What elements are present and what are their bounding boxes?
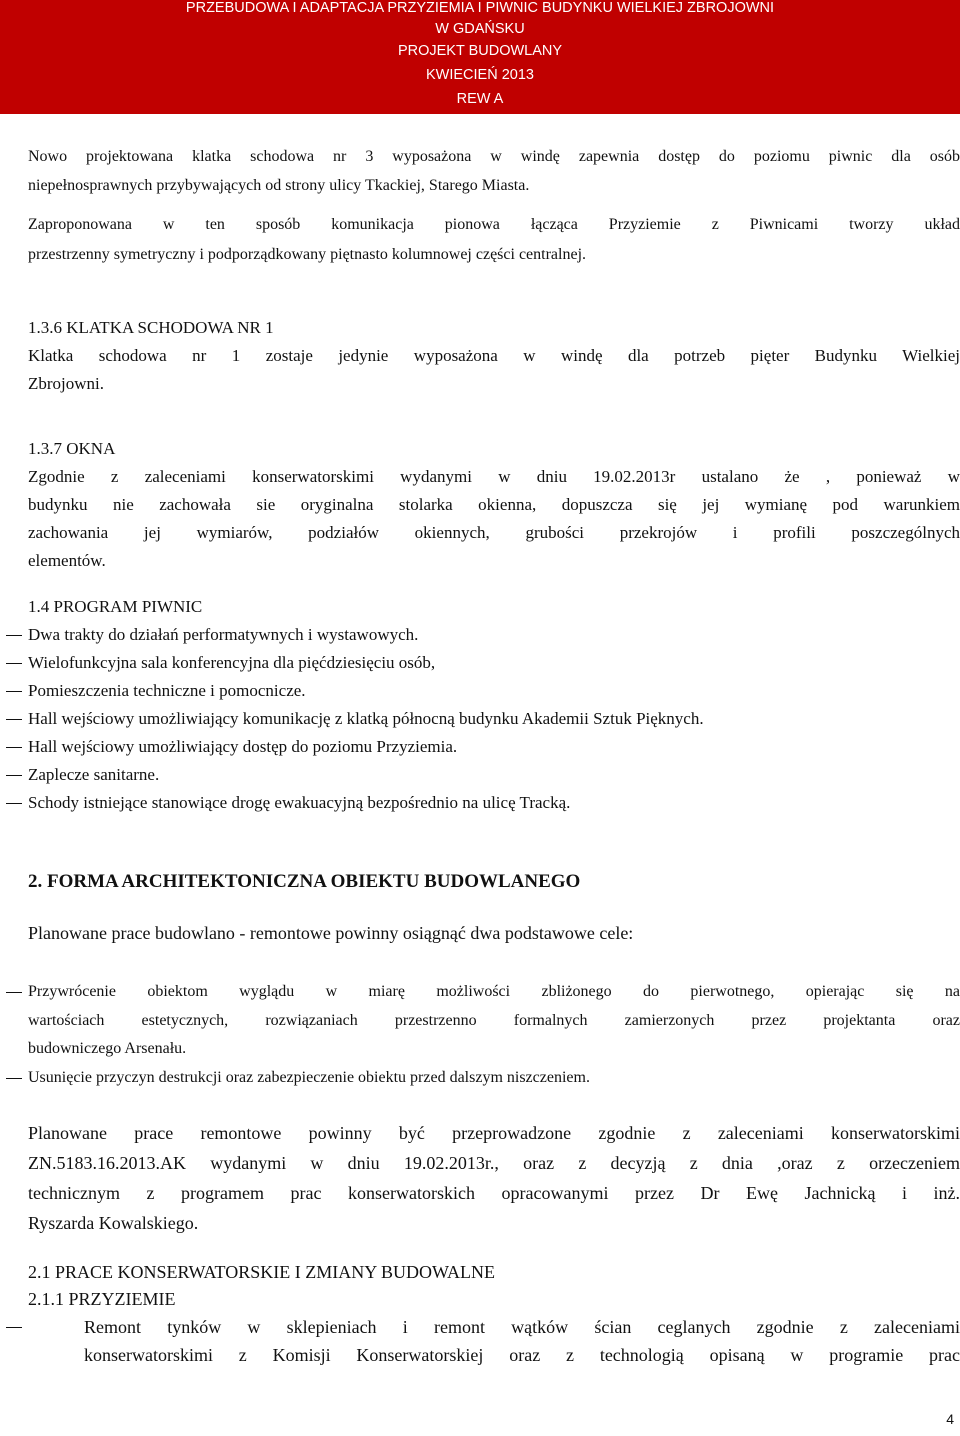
header-line: KWIECIEŃ 2013 — [426, 67, 534, 83]
list-item-text: Schody istniejące stanowiące drogę ewakuacyjną bezpośrednio na ulicę Tracką. — [28, 793, 571, 812]
header-line: W GDAŃSKU — [435, 21, 525, 37]
list-item-body — [28, 978, 960, 1064]
list-item-text: Wielofunkcyjna sala konferencyjna dla pięćdziesięciu osób, — [28, 653, 436, 672]
section-1-3-7 — [28, 435, 960, 575]
section-heading-text: 1.4 PROGRAM PIWNIC — [28, 597, 203, 616]
text-line: technicznym z programem prac konserwatorskich opracowanymi przez Dr Ewę Jachnicką i inż. — [28, 1183, 960, 1203]
text-line: ZN.5183.16.2013.AK wydanymi w dniu 19.02.2013r., oraz z decyzją z dnia ,oraz z orzeczeniem — [28, 1153, 960, 1173]
list-item — [6, 789, 946, 817]
section-1-3-6 — [28, 314, 960, 398]
text-line: Przywrócenie obiektom wyglądu w miarę możliwości zbliżonego do pierwotnego, opierając się na — [28, 983, 960, 1000]
header-line: REW A — [456, 91, 504, 107]
text-line: Klatka schodowa nr 1 zostaje jedynie wyposażona w windę dla potrzeb pięter Budynku Wielkiej — [28, 346, 960, 365]
list-item — [6, 761, 946, 789]
header-line: PRZEBUDOWA I ADAPTACJA PRZYZIEMIA I PIWNIC BUDYNKU WIELKIEJ ZBROJOWNI — [185, 0, 775, 16]
chapter-intro: Planowane prace budowlano - remontowe powinny osiągnąć dwa podstawowe cele: — [28, 923, 634, 943]
program-list — [6, 621, 946, 817]
list-item — [6, 677, 946, 705]
text-line: Planowane prace remontowe powinny być przeprowadzone zgodnie z zaleceniami konserwatorskimi — [28, 1123, 960, 1143]
paragraph-stairwell-3 — [28, 142, 960, 200]
section-heading: 1.3.7 OKNA — [28, 439, 116, 458]
text-line: elementów. — [28, 551, 106, 570]
text-line: Nowo projektowana klatka schodowa nr 3 wyposażona w windę zapewnia dostęp do poziomu piwnic dla osób — [28, 148, 960, 165]
section-2-1 — [28, 1259, 960, 1313]
text-line: przestrzenny symetryczny i podporządkowany piętnasto kolumnowej części centralnej. — [28, 246, 587, 263]
text-line: Remont tynków w sklepieniach i remont wątków ścian ceglanych zgodnie z zaleceniami — [84, 1317, 960, 1337]
list-item — [6, 649, 946, 677]
text-line: niepełnosprawnych przybywających od strony ulicy Tkackiej, Starego Miasta. — [28, 177, 530, 194]
chapter-heading: 2. FORMA ARCHITEKTONICZNA OBIEKTU BUDOWLANEGO — [28, 871, 581, 892]
text-line: Zaproponowana w ten sposób komunikacja pionowa łącząca Przyziemie z Piwnicami tworzy układ — [28, 216, 960, 233]
paragraph-recommendations — [28, 1118, 960, 1238]
text-line: wartościach estetycznych, rozwiązaniach przestrzenno formalnych zamierzonych przez projektanta oraz — [28, 1011, 960, 1029]
list-item — [6, 733, 946, 761]
text-line: konserwatorskimi z Komisji Konserwatorskiej oraz z technologią opisaną w programie prac — [84, 1345, 960, 1365]
text-line: budowniczego Arsenału. — [28, 1040, 187, 1057]
page-number: 4 — [946, 1411, 954, 1427]
list-item-text: Zaplecze sanitarne. — [28, 765, 160, 784]
paragraph-communication — [28, 210, 960, 270]
list-item — [6, 705, 946, 733]
list-item-text: Hall wejściowy umożliwiający komunikację z klatką północną budynku Akademii Sztuk Pięknych. — [28, 709, 704, 728]
goals-list — [6, 978, 960, 1093]
text-line: Zbrojowni. — [28, 374, 105, 393]
list-item-text: Usunięcie przyczyn destrukcji oraz zabezpieczenie obiektu przed dalszym niszczeniem. — [28, 1069, 590, 1086]
document-header — [0, 0, 960, 114]
text-line: Ryszarda Kowalskiego. — [28, 1213, 199, 1233]
list-item-text: Dwa trakty do działań performatywnych i wystawowych. — [28, 625, 419, 644]
section-heading-1-4 — [28, 593, 960, 621]
section-heading: 2.1 PRACE KONSERWATORSKIE I ZMIANY BUDOWALNE — [28, 1262, 496, 1282]
list-item-text: Hall wejściowy umożliwiający dostęp do poziomu Przyziemia. — [28, 737, 458, 756]
text-line: Zgodnie z zaleceniami konserwatorskimi wydanymi w dniu 19.02.2013r ustalano że , ponieważ w — [28, 467, 960, 486]
text-line: zachowania jej wymiarów, podziałów okiennych, grubości przekrojów i profili poszczególnych — [28, 523, 960, 542]
section-heading: 1.3.6 KLATKA SCHODOWA NR 1 — [28, 318, 274, 337]
list-item-body — [84, 1313, 960, 1369]
list-item — [6, 978, 960, 1064]
subsection-heading: 2.1.1 PRZYZIEMIE — [28, 1289, 176, 1309]
text-line: budynku nie zachowała sie oryginalna stolarka okienna, dopuszcza się jej wymianę pod warunkiem — [28, 495, 960, 514]
list-item — [6, 621, 946, 649]
list-item — [6, 1064, 960, 1093]
header-line: PROJEKT BUDOWLANY — [397, 43, 563, 59]
list-item-text: Pomieszczenia techniczne i pomocnicze. — [28, 681, 306, 700]
